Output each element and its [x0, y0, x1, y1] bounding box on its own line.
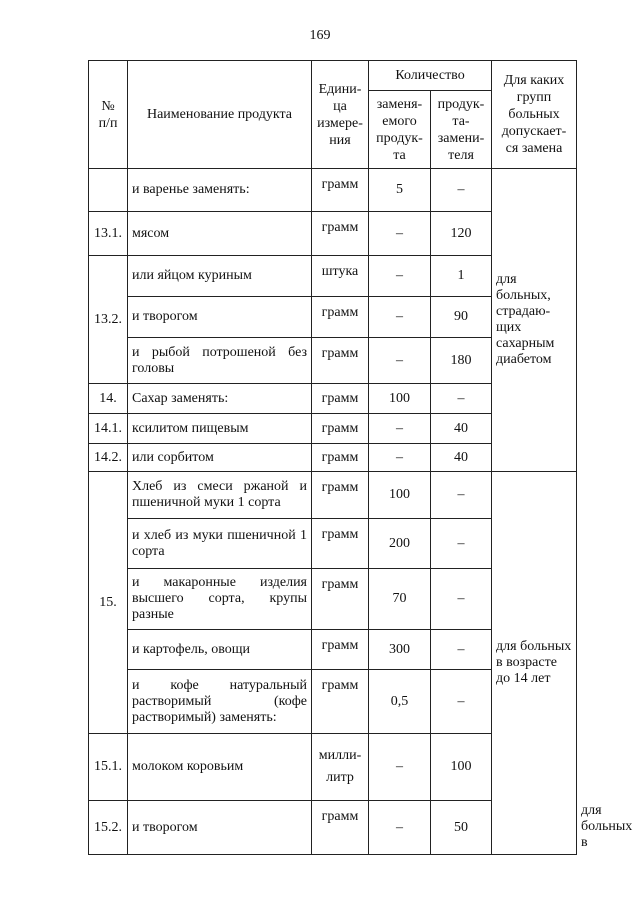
row-num: 14.2. — [89, 444, 128, 472]
row-replaced: – — [369, 338, 431, 384]
group-age14 — [492, 472, 577, 855]
row-num: 14.1. — [89, 414, 128, 444]
header-num: № п/п — [89, 61, 128, 169]
row-unit: грамм — [312, 630, 369, 670]
row-substitute: 100 — [431, 734, 492, 801]
table-row — [89, 472, 577, 519]
row-unit: грамм — [312, 801, 369, 855]
row-unit: штука — [312, 256, 369, 297]
row-name: и макаронные изделия высшего сорта, крупы разные — [128, 569, 312, 630]
row-unit: грамм — [312, 472, 369, 519]
row-substitute: 50 — [431, 801, 492, 855]
row-name: и кофе натуральный растворимый (кофе растворимый) заменять: — [128, 670, 312, 734]
row-unit: грамм — [312, 569, 369, 630]
row-replaced: 100 — [369, 472, 431, 519]
group-diabetes-text: для больных, страдаю-щих сахарным диабетом — [496, 272, 555, 367]
row-unit: грамм — [312, 519, 369, 569]
row-unit: грамм — [312, 414, 369, 444]
row-num: 13.1. — [89, 212, 128, 256]
row-replaced: – — [369, 801, 431, 855]
row-name: ксилитом пищевым — [128, 414, 312, 444]
row-name: молоком коровьим — [128, 734, 312, 801]
row-unit: грамм — [312, 384, 369, 414]
row-name: или яйцом куриным — [128, 256, 312, 297]
row-substitute: 120 — [431, 212, 492, 256]
row-num: 13.2. — [89, 256, 128, 384]
group-age14-text: для больных в возрасте до 14 лет — [496, 639, 572, 686]
row-num: 15.1. — [89, 734, 128, 801]
row-name: и хлеб из муки пшеничной 1 сорта — [128, 519, 312, 569]
row-replaced: 70 — [369, 569, 431, 630]
row-name: и рыбой потрошеной без головы — [128, 338, 312, 384]
row-name: Сахар заменять: — [128, 384, 312, 414]
header-product-name: Наименование продукта — [128, 61, 312, 169]
row-substitute: 40 — [431, 414, 492, 444]
row-unit: грамм — [312, 297, 369, 338]
page-number: 169 — [309, 28, 331, 43]
row-substitute: – — [431, 519, 492, 569]
row-replaced: 100 — [369, 384, 431, 414]
row-substitute: 1 — [431, 256, 492, 297]
table-header-row — [89, 61, 577, 91]
row-unit: грамм — [312, 169, 369, 212]
header-quantity: Количество — [369, 61, 492, 91]
row-replaced: – — [369, 734, 431, 801]
row-replaced: 200 — [369, 519, 431, 569]
row-substitute: 90 — [431, 297, 492, 338]
row-substitute: 180 — [431, 338, 492, 384]
row-num: 14. — [89, 384, 128, 414]
row-name: мясом — [128, 212, 312, 256]
header-unit: Едини- ца измере- ния — [312, 61, 369, 169]
header-substitute: продук- та- замени- теля — [431, 91, 492, 169]
header-replaced: заменя- емого продук- та — [369, 91, 431, 169]
row-replaced: – — [369, 414, 431, 444]
row-substitute: 40 — [431, 444, 492, 472]
row-replaced: – — [369, 297, 431, 338]
substitution-table — [88, 60, 633, 855]
row-name: Хлеб из смеси ржаной и пшеничной муки 1 сорта — [128, 472, 312, 519]
row-name: и картофель, овощи — [128, 630, 312, 670]
table-row — [89, 169, 577, 212]
row-replaced: 300 — [369, 630, 431, 670]
row-unit: грамм — [312, 444, 369, 472]
row-substitute: – — [431, 630, 492, 670]
row-name: и творогом — [128, 801, 312, 855]
row-unit: грамм — [312, 670, 369, 734]
row-substitute: – — [431, 569, 492, 630]
row-name: и варенье заменять: — [128, 169, 312, 212]
row-replaced: – — [369, 256, 431, 297]
group-last-text: для больных в — [581, 803, 633, 850]
row-num — [89, 169, 128, 212]
row-replaced: 0,5 — [369, 670, 431, 734]
row-num: 15.2. — [89, 801, 128, 855]
row-num: 15. — [89, 472, 128, 734]
group-diabetes — [492, 169, 577, 472]
row-unit: грамм — [312, 212, 369, 256]
row-replaced: – — [369, 212, 431, 256]
header-groups: Для каких групп больных допускает- ся замена — [492, 61, 577, 169]
row-replaced: – — [369, 444, 431, 472]
row-name: и творогом — [128, 297, 312, 338]
row-substitute: – — [431, 169, 492, 212]
row-substitute: – — [431, 670, 492, 734]
row-substitute: – — [431, 384, 492, 414]
row-substitute: – — [431, 472, 492, 519]
row-name: или сорбитом — [128, 444, 312, 472]
row-unit: грамм — [312, 338, 369, 384]
row-replaced: 5 — [369, 169, 431, 212]
row-unit: милли- литр — [312, 734, 369, 801]
